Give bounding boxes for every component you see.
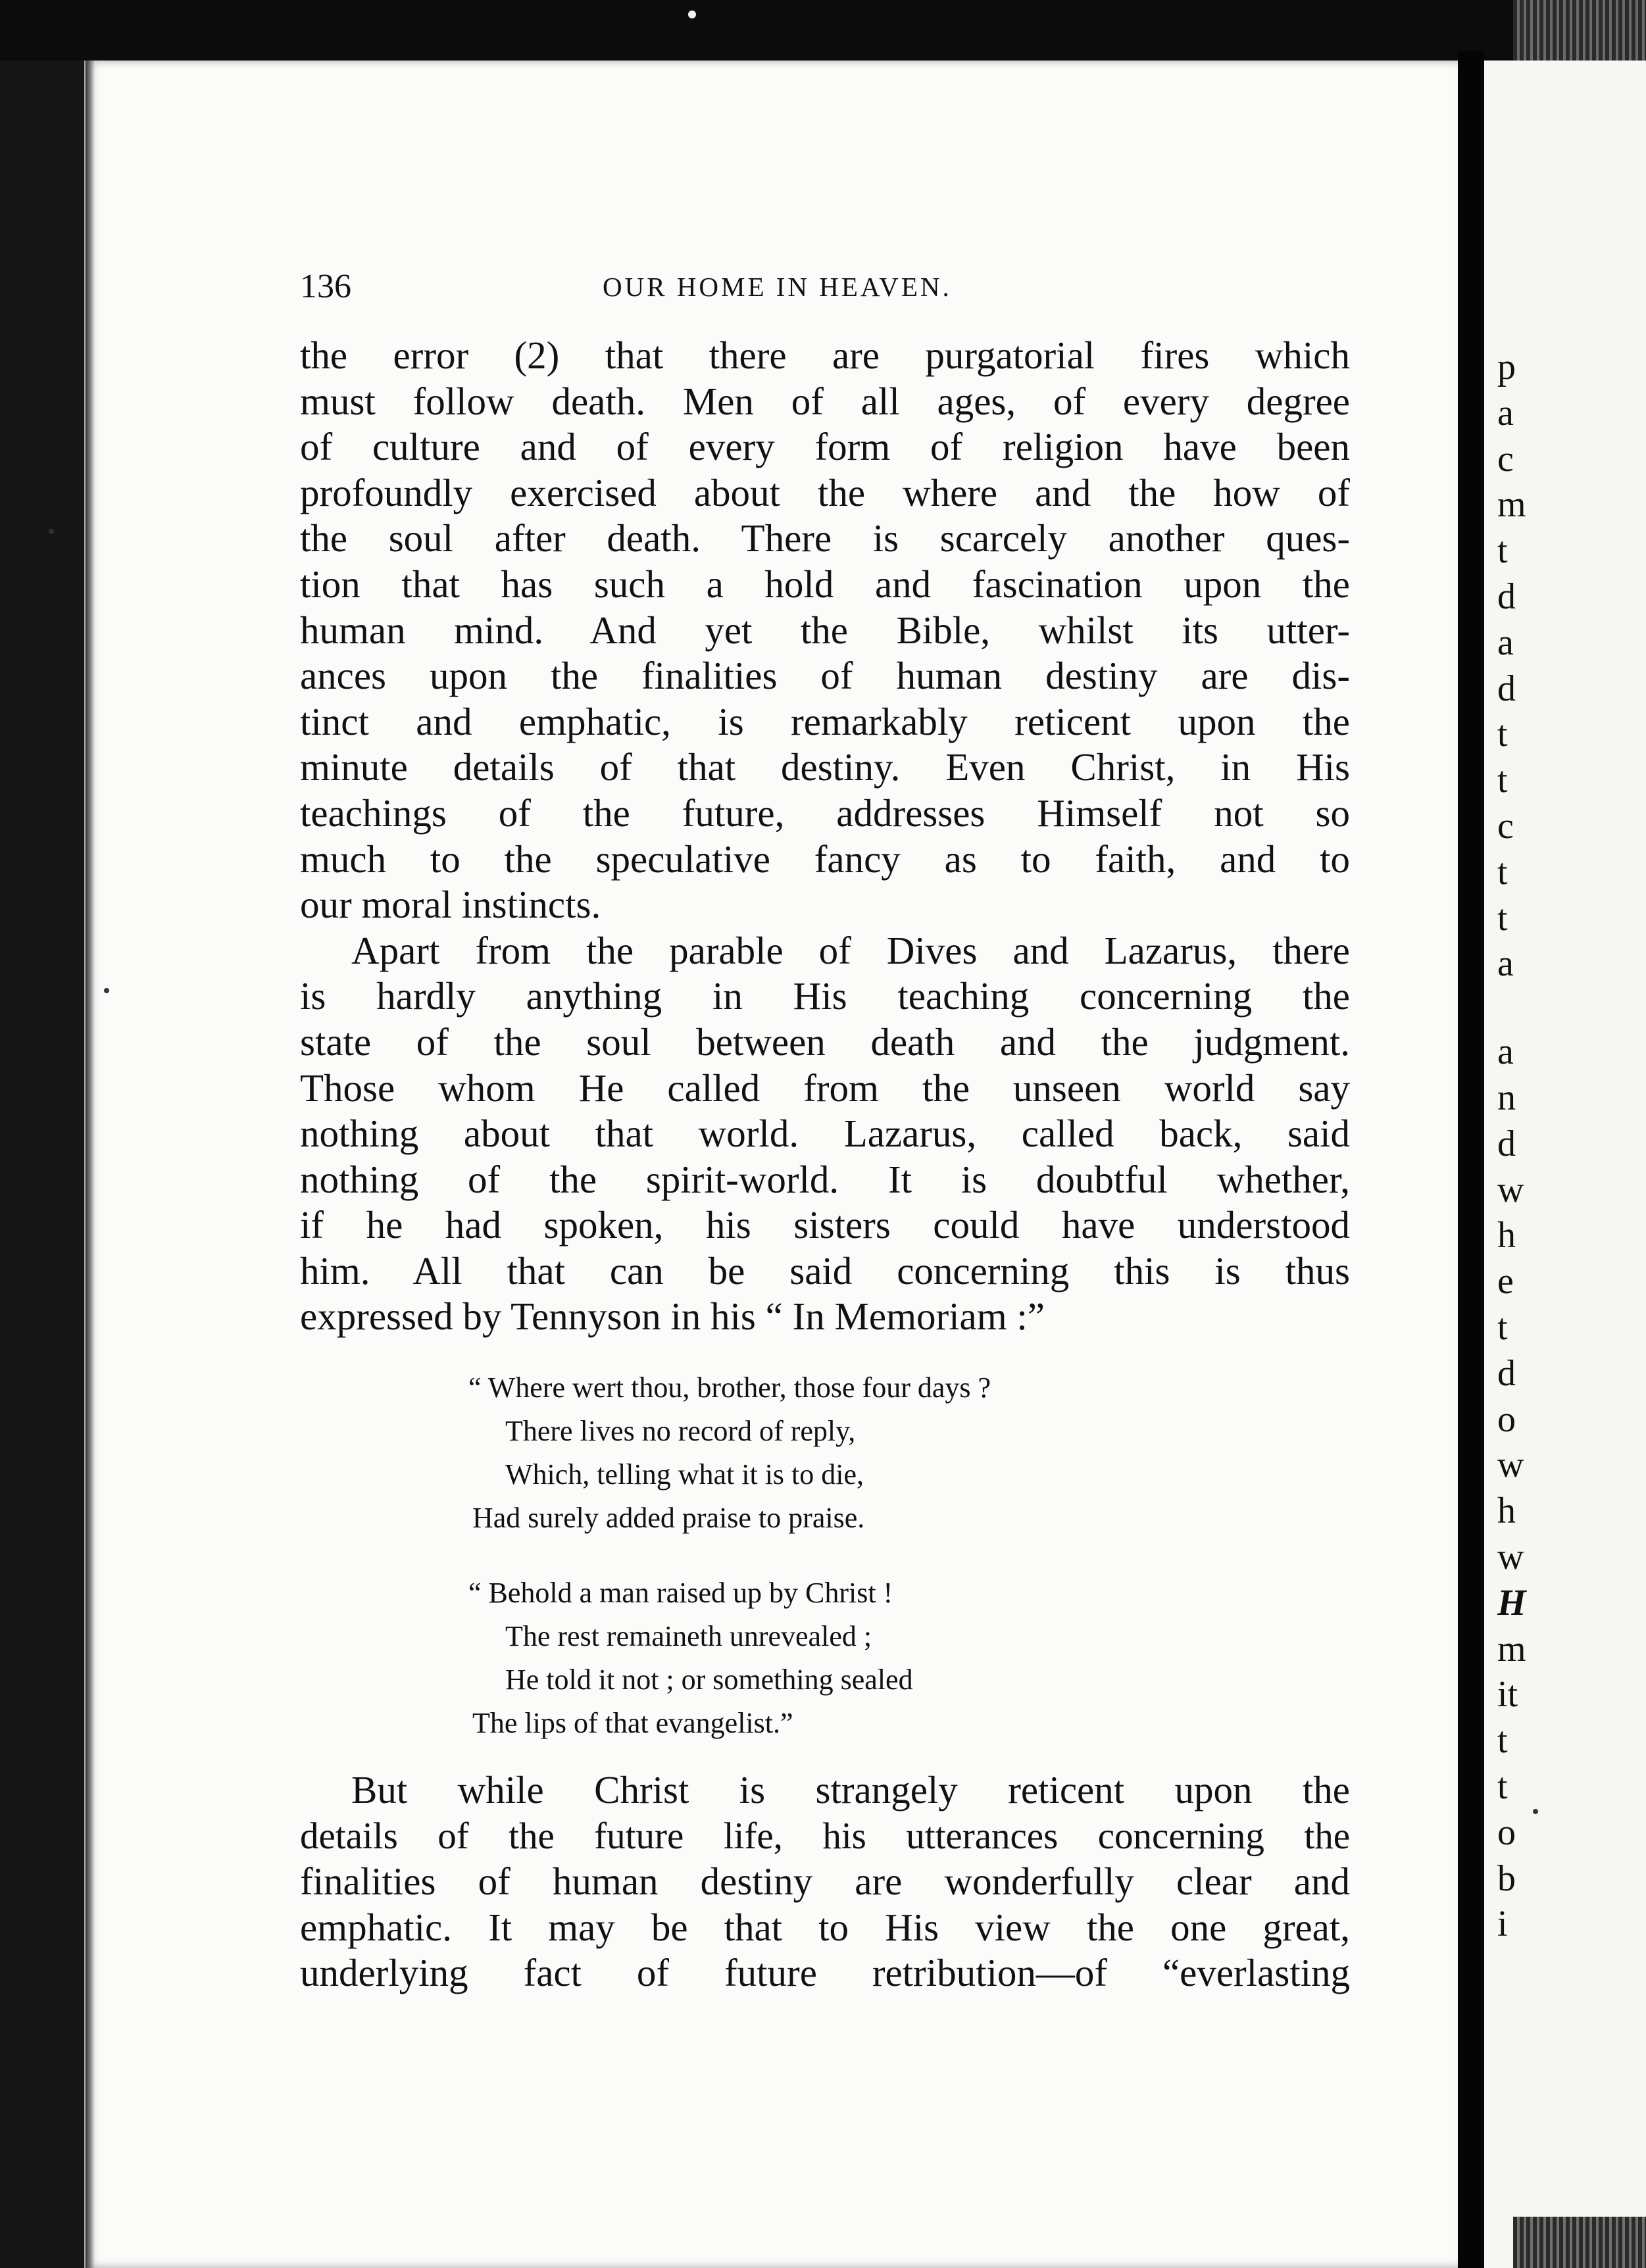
facing-page-fragments: [1497, 345, 1646, 1948]
fragment-text: t: [1497, 1765, 1508, 1807]
paragraph-1: [300, 333, 1350, 928]
text-line: must follow death. Men of all ages, of every degree: [300, 379, 1350, 423]
text-line: much to the speculative fancy as to faith, and to: [300, 837, 1350, 881]
fragment-gap: [1497, 987, 1646, 1029]
fragment-text: c: [1497, 805, 1514, 847]
text-line: emphatic. It may be that to His view the one great,: [300, 1905, 1350, 1949]
verse-line: “ Where wert thou, brother, those four days ?: [468, 1371, 991, 1404]
text-line: the error (2) that there are purgatorial fires which: [300, 333, 1350, 377]
text-line: But while Christ is strangely reticent upon the: [351, 1768, 1350, 1812]
text-line: underlying fact of future retribution—of “everlasting: [300, 1951, 1350, 1995]
text-line: ances upon the finalities of human destiny are dis-: [300, 654, 1350, 698]
fragment-text: w: [1497, 1169, 1524, 1210]
poem-quotation: [468, 1366, 1350, 1745]
fragment-text: t: [1497, 897, 1508, 939]
verse-line: There lives no record of reply,: [505, 1415, 856, 1448]
scan-mark: [104, 988, 109, 993]
fragment-text: t: [1497, 530, 1508, 572]
paragraph-3: [300, 1767, 1350, 1996]
running-head: [300, 266, 1353, 308]
text-line: Apart from the parable of Dives and Lazarus, there: [351, 928, 1350, 972]
text-line: our moral instincts.: [300, 883, 601, 927]
fragment-text: h: [1497, 1215, 1516, 1256]
fragment-text: c: [1497, 438, 1514, 480]
verse-line: The rest remaineth unrevealed ;: [505, 1620, 872, 1653]
fragment-text: m: [1497, 484, 1526, 526]
scan-top-border: [0, 0, 1646, 61]
fragment-text: p: [1497, 347, 1516, 387]
verse-line: He told it not ; or something sealed: [505, 1664, 913, 1696]
scan-mark: [49, 529, 54, 534]
fragment-text: t: [1497, 1306, 1508, 1348]
fragment-text: m: [1497, 1628, 1526, 1669]
fragment-text: a: [1497, 943, 1514, 985]
text-line: Those whom He called from the unseen world say: [300, 1066, 1350, 1110]
text-line: state of the soul between death and the judgment.: [300, 1020, 1350, 1064]
text-line: is hardly anything in His teaching concerning the: [300, 974, 1350, 1018]
verse-line: The lips of that evangelist.”: [472, 1707, 793, 1740]
fragment-text: o: [1497, 1398, 1516, 1440]
fragment-text: n: [1497, 1077, 1516, 1118]
fragment-text: H: [1497, 1582, 1526, 1623]
text-line: expressed by Tennyson in his “ In Memoriam :”: [300, 1294, 1045, 1339]
fragment-text: a: [1497, 392, 1514, 433]
fragment-text: o: [1497, 1812, 1516, 1853]
text-line: human mind. And yet the Bible, whilst its utter-: [300, 608, 1350, 652]
text-line: profoundly exercised about the where and the how of: [300, 470, 1350, 514]
text-line: him. All that can be said concerning this is thus: [300, 1248, 1350, 1293]
text-line: minute details of that destiny. Even Christ, in His: [300, 745, 1350, 789]
fragment-text: a: [1497, 622, 1514, 663]
fragment-text: i: [1497, 1904, 1508, 1945]
paragraph-2: [300, 928, 1350, 1340]
poem-stanza: [468, 1366, 1350, 1540]
fragment-text: d: [1497, 576, 1516, 617]
poem-stanza: [468, 1571, 1350, 1745]
fragment-text: b: [1497, 1858, 1516, 1899]
text-line: tion that has such a hold and fascination upon the: [300, 562, 1350, 606]
fragment-text: a: [1497, 1031, 1514, 1073]
text-line: nothing of the spirit-world. It is doubtful whether,: [300, 1157, 1350, 1201]
text-line: tinct and emphatic, is remarkably reticent upon the: [300, 699, 1350, 743]
fragment-text: t: [1497, 851, 1508, 893]
text-line: finalities of human destiny are wonderfully clear and: [300, 1860, 1350, 1904]
fragment-text: w: [1497, 1444, 1524, 1486]
page-number: 136: [300, 268, 351, 305]
fragment-text: w: [1497, 1536, 1524, 1577]
book-gutter: [1458, 51, 1484, 2268]
verse-line: Had surely added praise to praise.: [472, 1502, 865, 1535]
fragment-text: e: [1497, 1261, 1514, 1302]
text-line: if he had spoken, his sisters could have understood: [300, 1203, 1350, 1247]
text-line: nothing about that world. Lazarus, called back, said: [300, 1112, 1350, 1156]
text-line: of culture and of every form of religion have been: [300, 425, 1350, 469]
body-text: [300, 333, 1350, 1996]
text-line: details of the future life, his utterances concerning the: [300, 1815, 1350, 1857]
fragment-text: t: [1497, 1720, 1508, 1762]
fragment-text: it: [1497, 1674, 1518, 1715]
scan-edge-hatching: [1513, 0, 1646, 61]
fragment-text: h: [1497, 1491, 1516, 1532]
fragment-text: d: [1497, 668, 1516, 709]
fragment-text: t: [1497, 760, 1508, 801]
page-shadow-edge: [86, 61, 95, 2268]
scan-speck: [688, 11, 696, 18]
scan-edge-hatching-bottom: [1513, 2217, 1646, 2268]
verse-line: “ Behold a man raised up by Christ !: [468, 1577, 893, 1610]
verse-line: Which, telling what it is to die,: [505, 1458, 864, 1491]
text-line: the soul after death. There is scarcely another ques-: [300, 516, 1350, 560]
fragment-text: d: [1497, 1352, 1516, 1394]
fragment-text: d: [1497, 1123, 1516, 1164]
fragment-text: t: [1497, 714, 1508, 755]
running-title: OUR HOME IN HEAVEN.: [603, 272, 952, 302]
text-line: teachings of the future, addresses Himself not so: [300, 791, 1350, 835]
